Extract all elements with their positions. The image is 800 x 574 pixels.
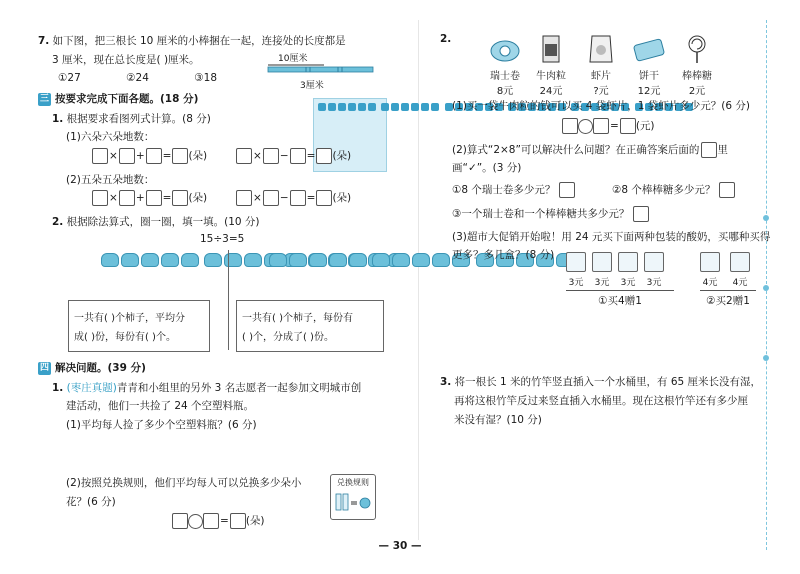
tick-box[interactable] [719,182,735,198]
answer-box[interactable] [562,118,578,134]
rq3-line3: 米没有湿？(10 分) [454,414,542,426]
p1-line2: 建活动，他们一共捡了 24 个空塑料瓶。 [66,400,255,412]
page-number: — 30 — [378,540,422,552]
section4-icon: 四 [39,362,49,373]
rq3-line2: 再将这根竹竿反过来竖直插入水桶里。现在这根竹竿还有多少厘 [454,395,748,407]
answer-box[interactable] [146,190,162,206]
operator-circle[interactable] [188,514,203,529]
answer-box[interactable] [316,190,332,206]
yogurt-box-icon [592,252,612,272]
q1-sub2: (2)五朵五朵地数： [66,174,155,186]
answer-box[interactable] [593,118,609,134]
product-beef-jerky: 牛肉粒 24元 [530,34,572,97]
rq2-opt1: ①8 个瑞士卷多少元？ [452,182,575,198]
group-separator [228,250,229,350]
q1-sub1: (1)六朵六朵地数： [66,131,155,143]
answer-box[interactable] [119,190,135,206]
yogurt-box-icon [618,252,638,272]
yogurt-box-icon [644,252,664,272]
tick-box[interactable] [559,182,575,198]
q1-sub2-formula-a: × + = (朵) [92,190,207,206]
operator-circle[interactable] [578,119,593,134]
persimmon-group-right [268,252,364,268]
yogurt-box-icon [566,252,586,272]
rq2-sub2-line1: (2)算式“2×8”可以解决什么问题？在正确答案后面的 里 [452,144,728,156]
q7-options: ①27 ②24 ③18 [58,72,218,84]
section3-icon: 三 [39,93,49,104]
shrimp-chips-icon [584,34,618,64]
sticks-svg [266,63,376,75]
answer-box[interactable] [146,148,162,164]
lollipop-icon [680,34,714,64]
q7-line2: 3 厘米，现在总长度是( )厘米。 [52,54,200,66]
answer-frame-left[interactable] [68,300,210,352]
answer-box[interactable] [316,148,332,164]
product-shrimp-chips: 虾片 ?元 [580,34,622,97]
q7-line1: 7. 如下图，把三根长 10 厘米的小棒捆在一起，连接处的长度都是 [38,35,346,47]
frame-right-line1: 一共有( )个柿子，每份有 [242,313,353,324]
section3-heading: 三 按要求完成下面各题。(18 分) [39,93,199,105]
frame-left-line2: 成( )份，每份有( )个。 [74,332,176,343]
biscuits-icon [632,34,666,64]
rq2-sub2-line2: 画“✓”。(3 分) [452,162,522,174]
p1-sub1: (1)平均每人捡了多少个空塑料瓶？(6 分) [66,419,257,431]
exchange-rule-box: 兑换规则 [330,474,376,520]
margin-dot [763,215,769,221]
milk-box-icon [700,252,720,272]
answer-box[interactable] [172,190,188,206]
swiss-roll-icon [488,34,522,64]
answer-frame-right[interactable] [236,300,384,352]
rq2-sub3-line1: (3)超市大促销开始啦！用 24 元买下面两种包装的酸奶，买哪种买得 [452,231,771,243]
yogurt-pack-1: 3元 3元 3元 3元 ①买4赠1 [566,252,674,308]
persimmon-group-left [100,252,196,268]
p1-sub2-line2: 花？(6 分) [66,496,116,508]
tick-box[interactable] [633,206,649,222]
product-lollipop: 棒棒糖 2元 [676,34,718,97]
figure-top-label: 10厘米 [278,54,308,64]
margin-dot [763,355,769,361]
section4-heading: 四 解决问题。(39 分) [39,362,146,374]
p1-sub2-line1: (2)按照兑换规则，他们平均每人可以兑换多少朵小 [66,477,302,489]
q1-sub1-formula-a: × + = (朵) [92,148,207,164]
answer-box[interactable] [263,148,279,164]
product-biscuits: 饼干 12元 [628,34,670,97]
product-swiss-roll: 瑞士卷 8元 [484,34,526,97]
answer-box[interactable] [172,148,188,164]
bottles-to-flower-icon [331,488,375,514]
rq2-opt3: ③一个瑞士卷和一个棒棒糖共多少元？ [452,206,649,222]
yogurt-pack-2: 4元 4元 ②买2赠1 [700,252,756,308]
sticks-figure [266,63,376,75]
answer-box[interactable] [263,190,279,206]
answer-box[interactable] [236,190,252,206]
answer-box[interactable] [92,148,108,164]
rq2-sub1-formula: = (元) [562,118,655,134]
column-divider [418,20,419,540]
q1-sub2-formula-b: × − = (朵) [236,190,351,206]
p1-sub2-formula: = (朵) [172,513,265,529]
p1-line1: 1. (枣庄真题)青青和小组里的另外 3 名志愿者一起参加文明城市创 [52,382,362,394]
answer-box[interactable] [172,513,188,529]
rq2-opt2: ②8 个棒棒糖多少元？ [612,182,735,198]
answer-box[interactable] [230,513,246,529]
q1-sub1-formula-b: × − = (朵) [236,148,351,164]
rq3-line1: 3. 将一根长 1 米的竹竿竖直插入一个水桶里，有 65 厘米长没有湿， [440,376,762,388]
q2-formula: 15÷3=5 [200,233,245,245]
answer-box[interactable] [620,118,636,134]
q1-heading: 1. 根据要求看图列式计算。(8 分) [52,113,211,125]
answer-box[interactable] [290,190,306,206]
beef-jerky-icon [534,34,568,64]
rq2-sub1: (1)买一袋牛肉粒的钱可以买 4 袋虾片，1 袋虾片多少元？(6 分) [452,100,750,112]
rq2-num: 2. [440,33,452,45]
answer-box[interactable] [290,148,306,164]
q2-heading: 2. 根据除法算式，圈一圈，填一填。(10 分) [52,216,260,228]
milk-box-icon [730,252,750,272]
answer-box[interactable] [119,148,135,164]
rq2-sub3-line2: 更多？多几盒？(8 分) [452,249,555,261]
frame-right-line2: ( )个，分成了( )份。 [242,332,334,343]
figure-bottom-label: 3厘米 [300,81,324,91]
frame-left-line1: 一共有( )个柿子，平均分 [74,313,185,324]
tick-box[interactable] [701,142,717,158]
answer-box[interactable] [203,513,219,529]
answer-box[interactable] [236,148,252,164]
margin-dot [763,285,769,291]
answer-box[interactable] [92,190,108,206]
